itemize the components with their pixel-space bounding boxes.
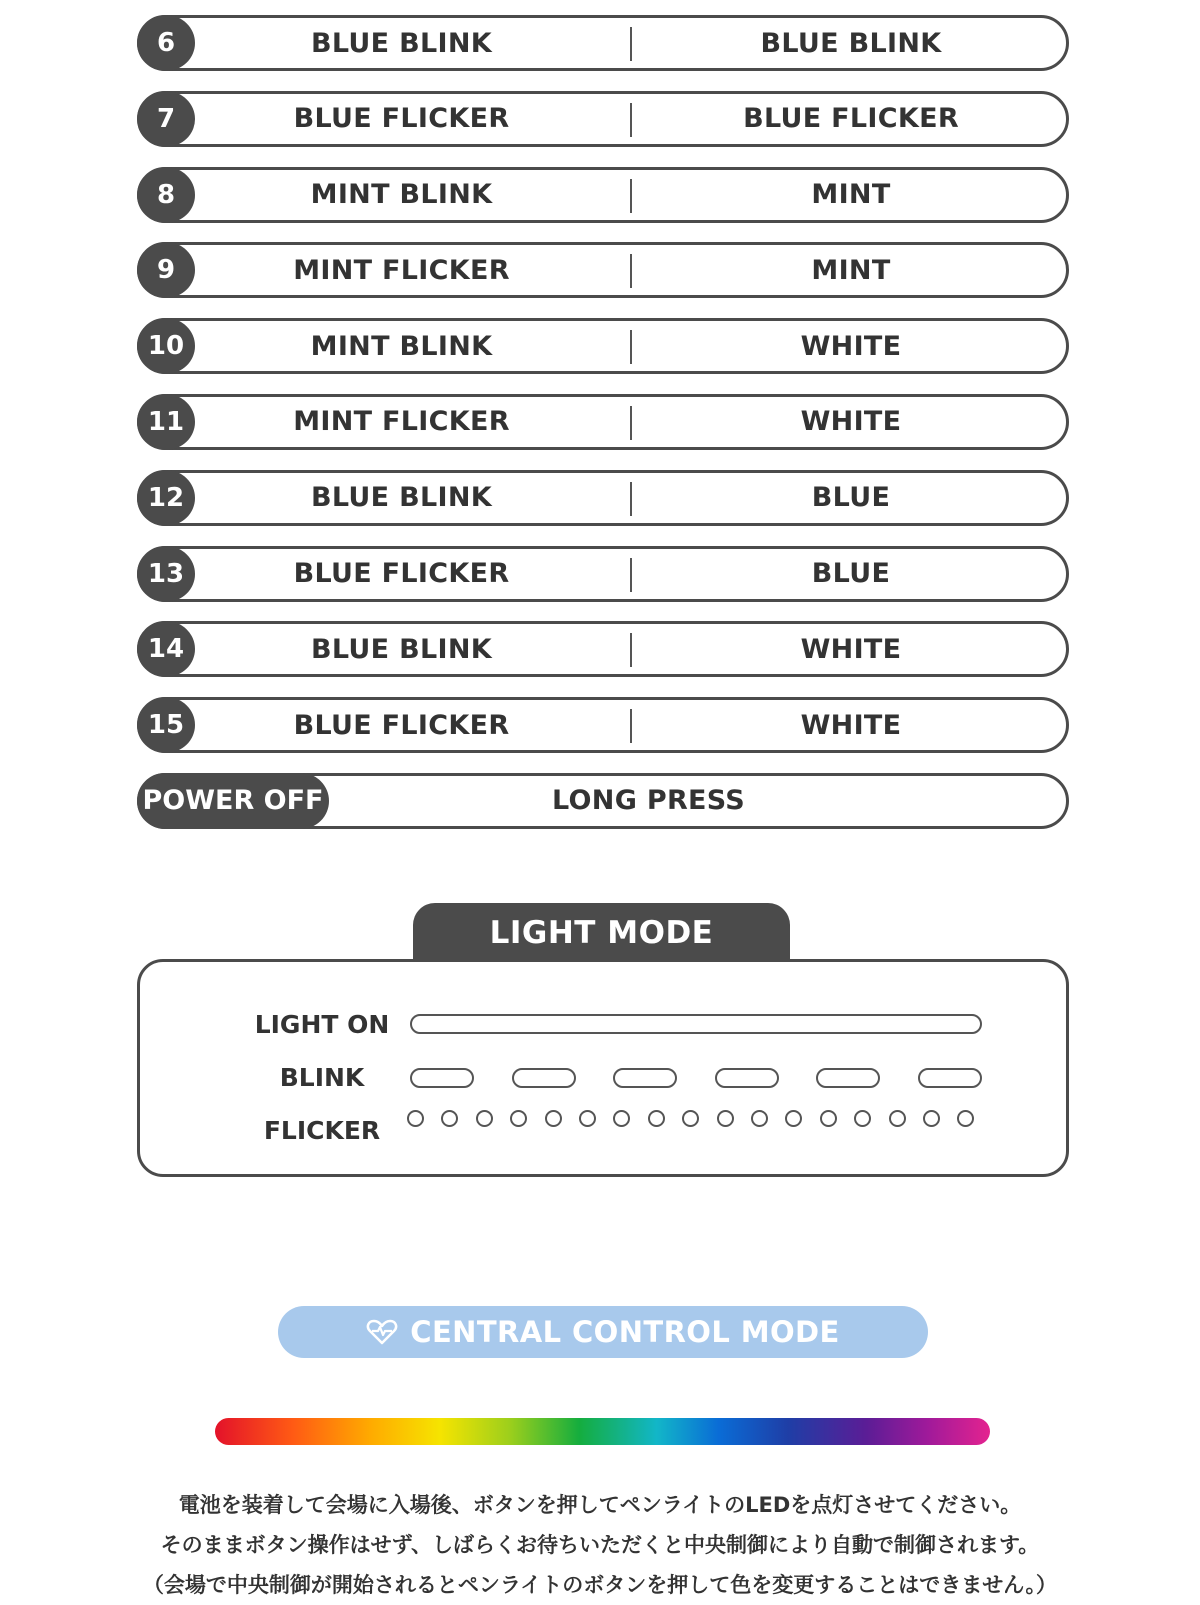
flicker-dot: [476, 1110, 493, 1127]
mode-row: [137, 621, 1069, 677]
column-divider: [630, 27, 632, 61]
mode-row: [137, 242, 1069, 298]
blink-segment: [512, 1068, 576, 1088]
blink-label: BLINK: [279, 1063, 365, 1092]
flicker-dot: [717, 1110, 734, 1127]
mode-pattern: BLUE FLICKER: [293, 103, 510, 135]
note-line: （会場で中央制御が開始されるとペンライトのボタンを押して色を変更することはできません。）: [142, 1573, 1058, 1597]
flicker-dot: [820, 1110, 837, 1127]
column-divider: [630, 103, 632, 137]
column-divider: [630, 330, 632, 364]
flicker-dot: [407, 1110, 424, 1127]
mode-pattern: BLUE FLICKER: [293, 709, 510, 741]
note-line: そのままボタン操作はせず、しばらくお待ちいただくと中央制御により自動で制御されます。: [160, 1533, 1040, 1557]
mode-pattern: MINT FLICKER: [293, 406, 510, 438]
color-spectrum-bar: [215, 1418, 990, 1445]
long-press-label: LONG PRESS: [552, 785, 746, 817]
mode-color: BLUE: [811, 558, 891, 590]
mode-pattern: BLUE BLINK: [311, 482, 492, 514]
mode-color: BLUE BLINK: [760, 27, 942, 59]
instructions: [0, 1485, 1200, 1605]
mode-number: 14: [137, 621, 195, 677]
heart-signal-icon: [366, 1318, 398, 1346]
flicker-dot: [648, 1110, 665, 1127]
mode-color: WHITE: [800, 709, 902, 741]
column-divider: [630, 709, 632, 743]
mode-row: [137, 394, 1069, 450]
column-divider: [630, 179, 632, 213]
mode-number: 9: [137, 242, 195, 298]
mode-number: 8: [137, 167, 195, 223]
mode-color: WHITE: [800, 633, 902, 665]
blink-segment: [715, 1068, 779, 1088]
mode-row: [137, 167, 1069, 223]
flicker-dot: [545, 1110, 562, 1127]
flicker-dot: [579, 1110, 596, 1127]
mode-color: BLUE: [811, 482, 891, 514]
mode-pattern: BLUE BLINK: [311, 633, 492, 665]
mode-list: [137, 15, 1069, 849]
flicker-dot: [751, 1110, 768, 1127]
flicker-dot: [923, 1110, 940, 1127]
mode-number: 13: [137, 546, 195, 602]
mode-number: 12: [137, 470, 195, 526]
mode-color: WHITE: [800, 406, 902, 438]
mode-color: BLUE FLICKER: [743, 103, 959, 135]
note-line: 電池を装着して会場に入場後、ボタンを押してペンライトのLEDを点灯させてください。: [178, 1493, 1022, 1517]
central-control-mode-badge: [278, 1306, 928, 1358]
central-control-label: CENTRAL CONTROL MODE: [410, 1315, 840, 1349]
light-on-label: LIGHT ON: [254, 1010, 390, 1039]
mode-pattern: MINT BLINK: [310, 179, 493, 211]
power-off-row: [137, 773, 1069, 829]
mode-row: [137, 15, 1069, 71]
mode-pattern: BLUE FLICKER: [293, 558, 510, 590]
mode-number: 7: [137, 91, 195, 147]
mode-color: MINT: [811, 254, 891, 286]
mode-number: 15: [137, 697, 195, 753]
power-off-label: POWER OFF: [137, 773, 329, 829]
mode-number: 11: [137, 394, 195, 450]
light-mode-title: LIGHT MODE: [489, 915, 714, 951]
column-divider: [630, 254, 632, 288]
light-mode-panel: [137, 959, 1069, 1177]
blink-segment: [613, 1068, 677, 1088]
mode-pattern: BLUE BLINK: [311, 27, 492, 59]
mode-row: [137, 91, 1069, 147]
column-divider: [630, 558, 632, 592]
column-divider: [630, 406, 632, 440]
mode-number: 6: [137, 15, 195, 71]
column-divider: [630, 633, 632, 667]
flicker-label: FLICKER: [263, 1116, 381, 1145]
column-divider: [630, 482, 632, 516]
flicker-dot: [889, 1110, 906, 1127]
mode-row: [137, 318, 1069, 374]
mode-pattern: MINT FLICKER: [293, 254, 510, 286]
mode-row: [137, 546, 1069, 602]
mode-row: [137, 697, 1069, 753]
mode-color: MINT: [811, 179, 891, 211]
mode-row: [137, 470, 1069, 526]
mode-pattern: MINT BLINK: [310, 330, 493, 362]
blink-segment: [410, 1068, 474, 1088]
light-on-bar: [410, 1014, 982, 1034]
mode-color: WHITE: [800, 330, 902, 362]
blink-segment: [918, 1068, 982, 1088]
light-mode-tab: [413, 903, 790, 963]
blink-segment: [816, 1068, 880, 1088]
mode-number: 10: [137, 318, 195, 374]
